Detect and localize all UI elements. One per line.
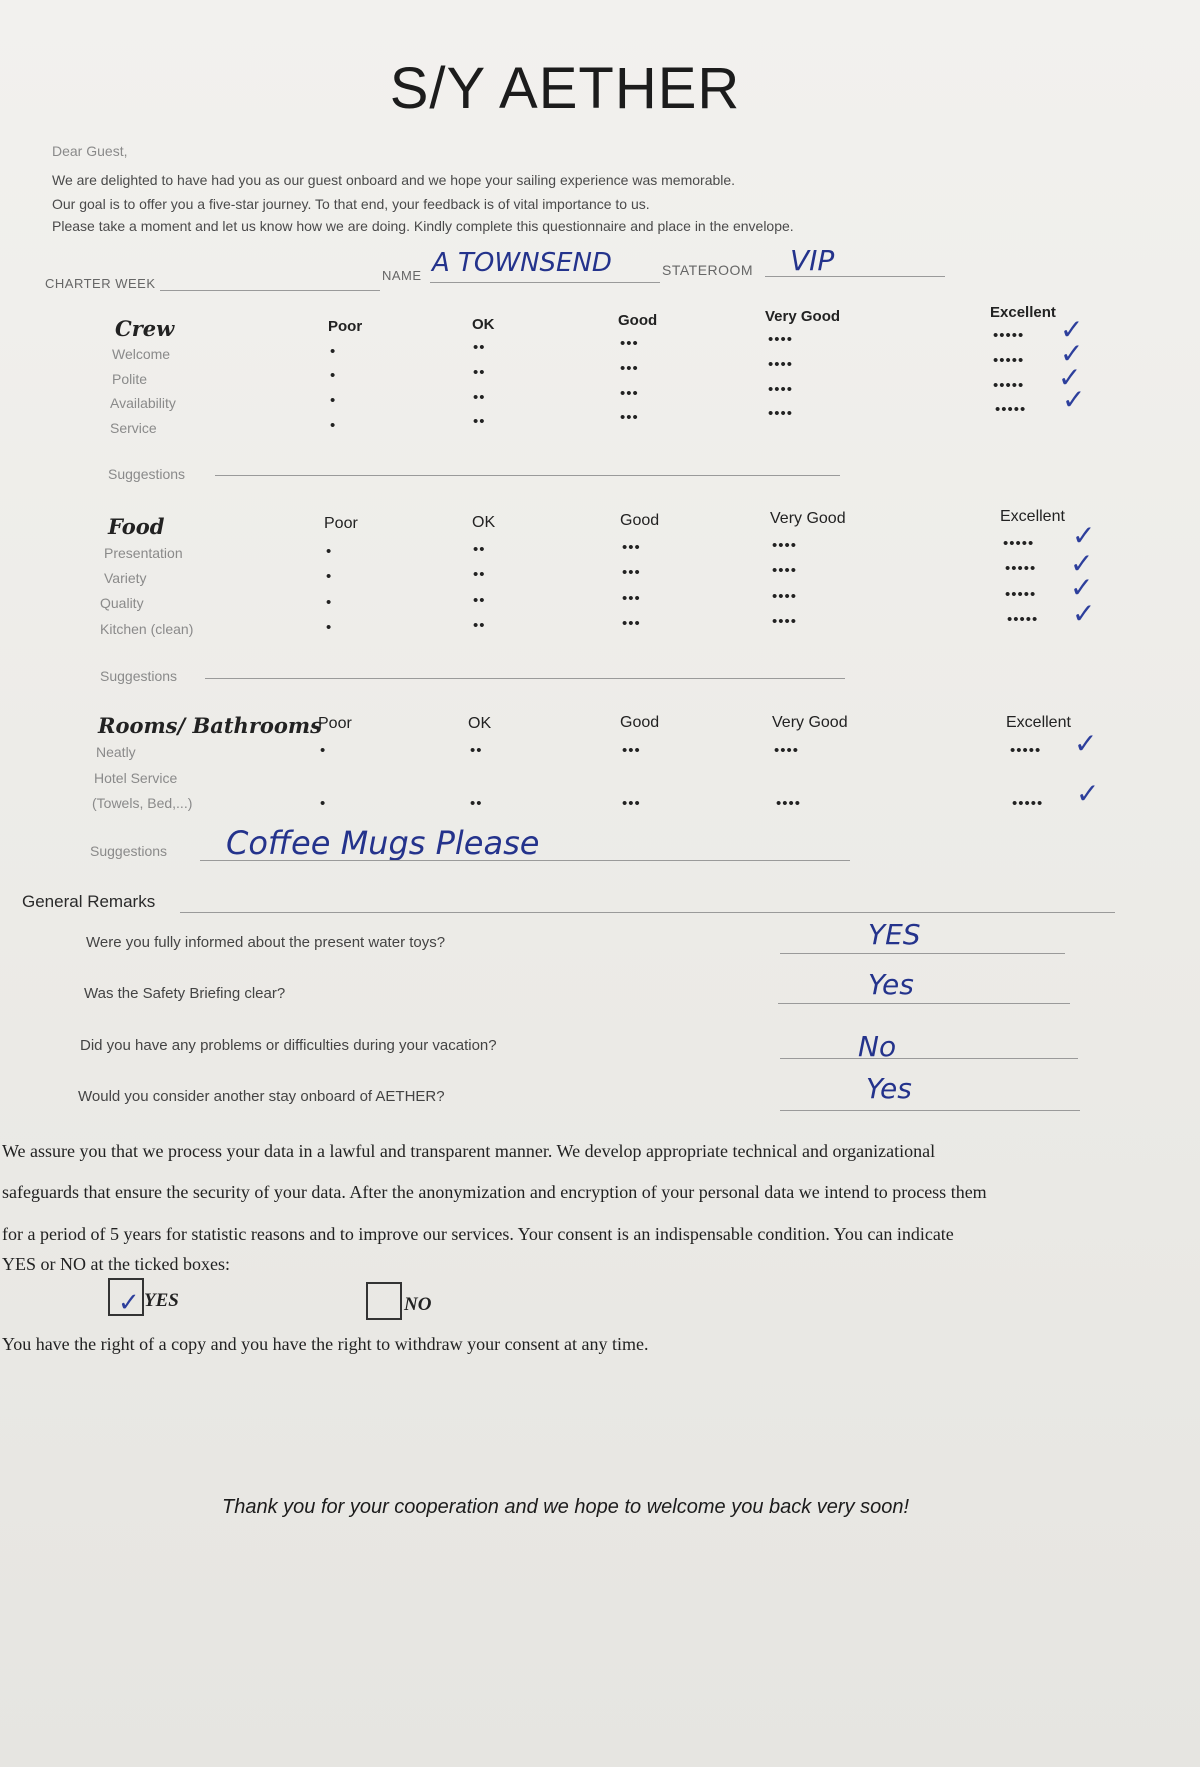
rooms-row-hotel-service: Hotel Service bbox=[94, 770, 178, 786]
rating-dot-excellent[interactable]: ••••• bbox=[1003, 535, 1035, 552]
stateroom-label: STATEROOM bbox=[662, 262, 754, 278]
rating-dot-very-good[interactable]: •••• bbox=[772, 537, 798, 554]
rooms-col-ok: OK bbox=[468, 715, 492, 732]
rating-dot-excellent[interactable]: ••••• bbox=[995, 401, 1027, 418]
rating-dot-good[interactable]: ••• bbox=[620, 360, 639, 377]
stateroom-field[interactable]: VIP bbox=[790, 244, 835, 277]
consent-line-3: for a period of 5 years for statistic reasons and to improve our services. Your consent is an indispensable condition. You can indicate bbox=[2, 1224, 954, 1244]
question-water-toys: Were you fully informed about the present water toys? bbox=[86, 934, 446, 951]
rooms-section-title: Rooms/ Bathrooms bbox=[98, 713, 322, 738]
rooms-col-very-good: Very Good bbox=[772, 714, 848, 731]
general-remarks-field[interactable] bbox=[180, 912, 1115, 913]
checkmark-icon: ✓ bbox=[1060, 337, 1084, 370]
rating-dot-ok[interactable]: •• bbox=[473, 389, 486, 406]
checkmark-icon: ✓ bbox=[1070, 547, 1094, 580]
rating-dot-ok[interactable]: •• bbox=[473, 541, 486, 558]
rating-dot-good[interactable]: ••• bbox=[622, 564, 641, 581]
rating-dot-poor[interactable]: • bbox=[326, 619, 333, 636]
food-row-quality: Quality bbox=[100, 595, 144, 611]
rating-dot-excellent[interactable]: ••••• bbox=[993, 377, 1025, 394]
rating-dot-good[interactable]: ••• bbox=[622, 590, 641, 607]
consent-line-2: safeguards that ensure the security of your data. After the anonymization and encryption of your personal data we intend to process them bbox=[2, 1182, 987, 1202]
rating-dot-excellent[interactable]: ••••• bbox=[1007, 611, 1039, 628]
question-safety-briefing: Was the Safety Briefing clear? bbox=[84, 985, 286, 1002]
rating-dot-ok[interactable]: •• bbox=[473, 364, 486, 381]
consent-no-label: NO bbox=[404, 1294, 432, 1315]
food-section-title: Food bbox=[108, 514, 165, 539]
general-remarks-title: General Remarks bbox=[22, 892, 156, 911]
rating-dot-very-good[interactable]: •••• bbox=[776, 795, 802, 812]
rating-dot-excellent[interactable]: ••••• bbox=[993, 352, 1025, 369]
rating-dot-good[interactable]: ••• bbox=[620, 409, 639, 426]
greeting: Dear Guest, bbox=[52, 143, 128, 159]
rating-dot-ok[interactable]: •• bbox=[473, 617, 486, 634]
charter-week-field[interactable] bbox=[160, 290, 380, 291]
rating-dot-poor[interactable]: • bbox=[326, 568, 333, 585]
crew-col-good: Good bbox=[618, 312, 658, 329]
rooms-row-towels-bed: (Towels, Bed,...) bbox=[92, 795, 193, 811]
rating-dot-ok[interactable]: •• bbox=[473, 413, 486, 430]
answer-line-4 bbox=[780, 1110, 1080, 1111]
answer-line-3 bbox=[780, 1058, 1078, 1059]
rating-dot-good[interactable]: ••• bbox=[620, 335, 639, 352]
name-label: NAME bbox=[382, 268, 422, 283]
food-col-excellent: Excellent bbox=[1000, 508, 1065, 525]
crew-row-availability: Availability bbox=[110, 395, 176, 411]
checkmark-icon: ✓ bbox=[1072, 597, 1096, 630]
rating-dot-good[interactable]: ••• bbox=[622, 795, 641, 812]
rating-dot-good[interactable]: ••• bbox=[622, 615, 641, 632]
crew-col-excellent: Excellent bbox=[990, 304, 1056, 321]
rating-dot-excellent[interactable]: ••••• bbox=[1005, 586, 1037, 603]
rating-dot-very-good[interactable]: •••• bbox=[768, 331, 794, 348]
rating-dot-poor[interactable]: • bbox=[330, 343, 337, 360]
question-another-stay: Would you consider another stay onboard of AETHER? bbox=[78, 1088, 445, 1105]
rating-dot-good[interactable]: ••• bbox=[620, 385, 639, 402]
rating-dot-ok[interactable]: •• bbox=[473, 592, 486, 609]
rating-dot-good[interactable]: ••• bbox=[622, 539, 641, 556]
food-col-very-good: Very Good bbox=[770, 510, 846, 527]
intro-line-1: We are delighted to have had you as our guest onboard and we hope your sailing experience was memorable. bbox=[52, 172, 736, 188]
page-title: S/Y AETHER bbox=[389, 56, 741, 121]
food-col-ok: OK bbox=[472, 514, 496, 531]
checkmark-icon: ✓ bbox=[1076, 777, 1100, 810]
food-suggestions-label: Suggestions bbox=[100, 668, 178, 684]
rooms-suggestions-label: Suggestions bbox=[90, 843, 168, 859]
rating-dot-poor[interactable]: • bbox=[326, 594, 333, 611]
intro-line-2: Our goal is to offer you a five-star journey. To that end, your feedback is of vital importance to us. bbox=[52, 196, 650, 212]
crew-suggestions-field[interactable] bbox=[215, 475, 840, 476]
question-problems: Did you have any problems or difficulties during your vacation? bbox=[80, 1037, 497, 1054]
checkmark-icon: ✓ bbox=[1072, 519, 1096, 552]
answer-line-2 bbox=[778, 1003, 1070, 1004]
rating-dot-very-good[interactable]: •••• bbox=[768, 405, 794, 422]
name-field[interactable]: A TOWNSEND bbox=[432, 248, 612, 278]
rooms-col-poor: Poor bbox=[318, 715, 352, 732]
food-col-poor: Poor bbox=[324, 515, 358, 532]
rating-dot-excellent[interactable]: ••••• bbox=[1005, 560, 1037, 577]
rating-dot-very-good[interactable]: •••• bbox=[772, 588, 798, 605]
name-underline bbox=[430, 282, 660, 283]
consent-line-4: YES or NO at the ticked boxes: bbox=[2, 1254, 230, 1274]
answer-water-toys[interactable]: YES bbox=[868, 918, 921, 951]
rating-dot-ok[interactable]: •• bbox=[473, 339, 486, 356]
rating-dot-excellent[interactable]: ••••• bbox=[993, 327, 1025, 344]
rating-dot-ok[interactable]: •• bbox=[473, 566, 486, 583]
checkmark-icon: ✓ bbox=[1062, 383, 1086, 416]
rating-dot-very-good[interactable]: •••• bbox=[772, 562, 798, 579]
rooms-suggestions-underline bbox=[200, 860, 850, 861]
food-col-good: Good bbox=[620, 512, 660, 529]
stateroom-underline bbox=[765, 276, 945, 277]
checkmark-icon: ✓ bbox=[1074, 727, 1098, 760]
crew-section-title: Crew bbox=[115, 316, 175, 341]
checkmark-icon: ✓ bbox=[118, 1288, 140, 1318]
rooms-col-excellent: Excellent bbox=[1006, 714, 1071, 731]
answer-problems[interactable]: No bbox=[858, 1030, 897, 1063]
answer-safety-briefing[interactable]: Yes bbox=[868, 968, 914, 1001]
rating-dot-poor[interactable]: • bbox=[330, 392, 337, 409]
rating-dot-very-good[interactable]: •••• bbox=[768, 381, 794, 398]
food-row-kitchen: Kitchen (clean) bbox=[100, 621, 194, 637]
food-row-presentation: Presentation bbox=[104, 545, 183, 561]
consent-line-1: We assure you that we process your data in a lawful and transparent manner. We develop appropriate technical and organizational bbox=[2, 1141, 936, 1161]
answer-another-stay[interactable]: Yes bbox=[866, 1072, 912, 1105]
crew-row-service: Service bbox=[110, 420, 157, 436]
consent-no-checkbox[interactable] bbox=[366, 1282, 402, 1320]
checkmark-icon: ✓ bbox=[1070, 571, 1094, 604]
intro-line-3: Please take a moment and let us know how we are doing. Kindly complete this questionnaire and place in the envelope. bbox=[52, 218, 794, 234]
crew-col-poor: Poor bbox=[328, 318, 363, 335]
rating-dot-ok[interactable]: •• bbox=[470, 795, 483, 812]
charter-week-label: CHARTER WEEK bbox=[45, 276, 156, 291]
rooms-suggestions-value[interactable]: Coffee Mugs Please bbox=[226, 824, 540, 862]
food-row-variety: Variety bbox=[104, 570, 147, 586]
rating-dot-poor[interactable]: • bbox=[326, 543, 333, 560]
rating-dot-poor[interactable]: • bbox=[330, 417, 337, 434]
answer-line-1 bbox=[780, 953, 1065, 954]
rating-dot-poor[interactable]: • bbox=[320, 742, 327, 759]
crew-col-ok: OK bbox=[472, 316, 495, 333]
checkmark-icon: ✓ bbox=[1058, 361, 1082, 394]
rating-dot-poor[interactable]: • bbox=[330, 367, 337, 384]
crew-suggestions-label: Suggestions bbox=[108, 466, 186, 482]
checkmark-icon: ✓ bbox=[1060, 313, 1084, 346]
rating-dot-very-good[interactable]: •••• bbox=[774, 742, 800, 759]
food-suggestions-field[interactable] bbox=[205, 678, 845, 679]
consent-rights: You have the right of a copy and you have the right to withdraw your consent at any time. bbox=[2, 1334, 649, 1354]
closing-thanks: Thank you for your cooperation and we hope to welcome you back very soon! bbox=[222, 1496, 910, 1518]
rating-dot-excellent[interactable]: ••••• bbox=[1010, 742, 1042, 759]
rating-dot-good[interactable]: ••• bbox=[622, 742, 641, 759]
rating-dot-very-good[interactable]: •••• bbox=[772, 613, 798, 630]
crew-col-very-good: Very Good bbox=[765, 308, 841, 325]
rating-dot-poor[interactable]: • bbox=[320, 795, 327, 812]
crew-row-polite: Polite bbox=[112, 371, 148, 387]
rating-dot-ok[interactable]: •• bbox=[470, 742, 483, 759]
rooms-col-good: Good bbox=[620, 714, 660, 731]
crew-row-welcome: Welcome bbox=[112, 346, 171, 362]
rating-dot-very-good[interactable]: •••• bbox=[768, 356, 794, 373]
rating-dot-excellent[interactable]: ••••• bbox=[1012, 795, 1044, 812]
consent-yes-label: YES bbox=[144, 1290, 179, 1311]
rooms-row-neatly: Neatly bbox=[96, 744, 136, 760]
